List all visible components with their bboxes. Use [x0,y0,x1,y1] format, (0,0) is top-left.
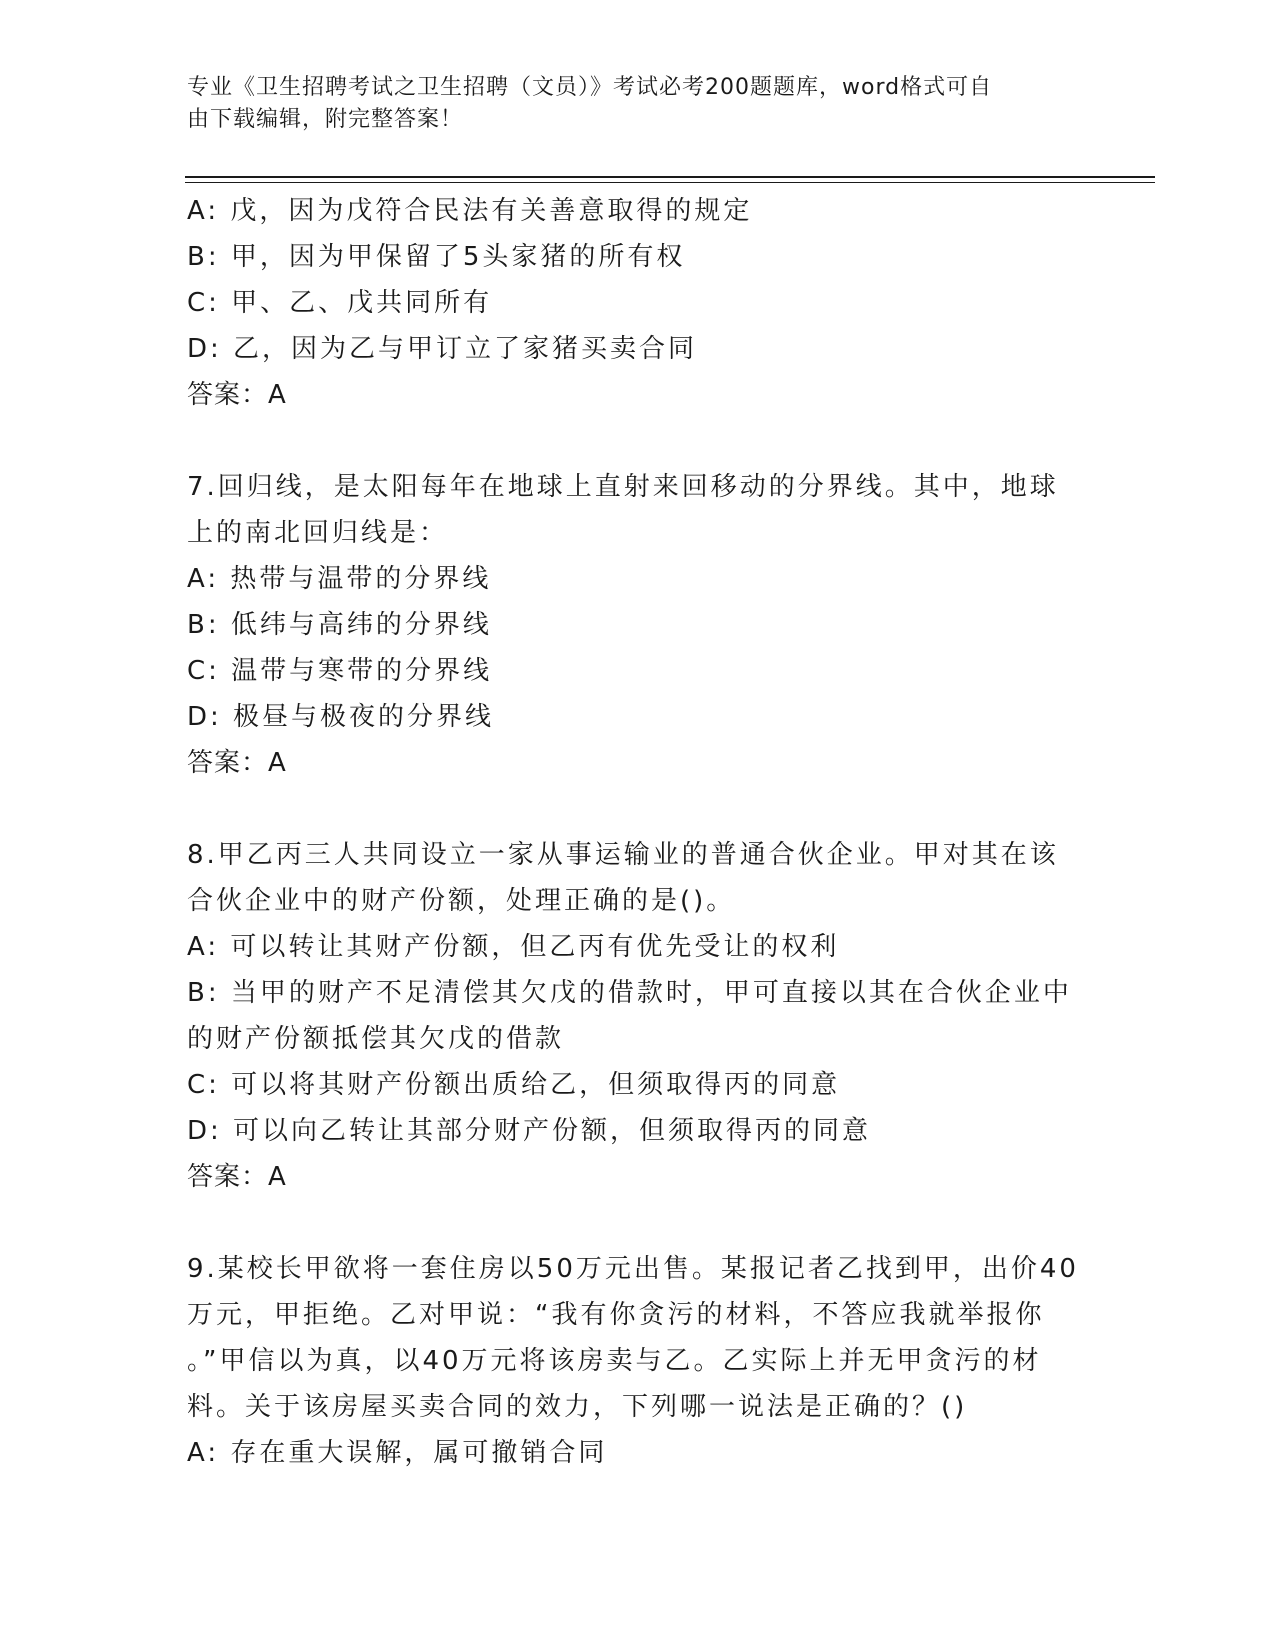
q6-option-a: A: 戊，因为戊符合民法有关善意取得的规定 [187,196,753,226]
question-9 [187,1246,1087,1476]
q7-answer: 答案：A [187,748,287,778]
q8-option-a: A: 可以转让其财产份额，但乙丙有优先受让的权利 [187,932,840,962]
q9-option-a: A: 存在重大误解，属可撤销合同 [187,1438,608,1468]
q7-option-a: A: 热带与温带的分界线 [187,564,492,594]
header-line-2: 由下载编辑，附完整答案！ [187,107,464,132]
spacer [187,786,1087,832]
q6-option-d: D: 乙，因为乙与甲订立了家猪买卖合同 [187,334,698,364]
header-line-1: 专业《卫生招聘考试之卫生招聘（文员）》考试必考200题题库，word格式可自 [187,75,993,100]
q7-option-c: C: 温带与寒带的分界线 [187,656,493,686]
q8-option-d: D: 可以向乙转让其部分财产份额，但须取得丙的同意 [187,1116,872,1146]
q7-stem-line-1: 7.回归线，是太阳每年在地球上直射来回移动的分界线。其中，地球 [187,472,1059,502]
document-header [187,72,1067,136]
q7-option-d: D: 极昼与极夜的分界线 [187,702,495,732]
q8-option-b-cont: 的财产份额抵偿其欠戊的借款 [187,1024,565,1054]
q7-stem-line-2: 上的南北回归线是： [187,518,449,548]
q8-answer: 答案：A [187,1162,287,1192]
q8-option-c: C: 可以将其财产份额出质给乙，但须取得丙的同意 [187,1070,841,1100]
q6-option-b: B: 甲，因为甲保留了5头家猪的所有权 [187,242,686,272]
q8-stem-line-2: 合伙企业中的财产份额，处理正确的是()。 [187,886,736,916]
spacer [187,418,1087,464]
question-8 [187,832,1087,1200]
q8-stem-line-1: 8.甲乙丙三人共同设立一家从事运输业的普通合伙企业。甲对其在该 [187,840,1059,870]
q6-option-c: C: 甲、乙、戊共同所有 [187,288,493,318]
spacer [187,1200,1087,1246]
question-7 [187,464,1087,786]
q9-stem-line-4: 料。关于该房屋买卖合同的效力，下列哪一说法是正确的？() [187,1392,968,1422]
header-divider-thin [185,182,1155,183]
question-6 [187,188,1087,418]
q7-option-b: B: 低纬与高纬的分界线 [187,610,492,640]
q9-stem-line-2: 万元，甲拒绝。乙对甲说：“我有你贪污的材料，不答应我就举报你 [187,1300,1045,1330]
header-divider-thick [185,176,1155,178]
document-body [187,188,1087,1476]
q9-stem-line-1: 9.某校长甲欲将一套住房以50万元出售。某报记者乙找到甲，出价40 [187,1254,1079,1284]
q9-stem-line-3: 。”甲信以为真，以40万元将该房卖与乙。乙实际上并无甲贪污的材 [187,1346,1042,1376]
q6-answer: 答案：A [187,380,287,410]
q8-option-b: B: 当甲的财产不足清偿其欠戊的借款时，甲可直接以其在合伙企业中 [187,978,1072,1008]
